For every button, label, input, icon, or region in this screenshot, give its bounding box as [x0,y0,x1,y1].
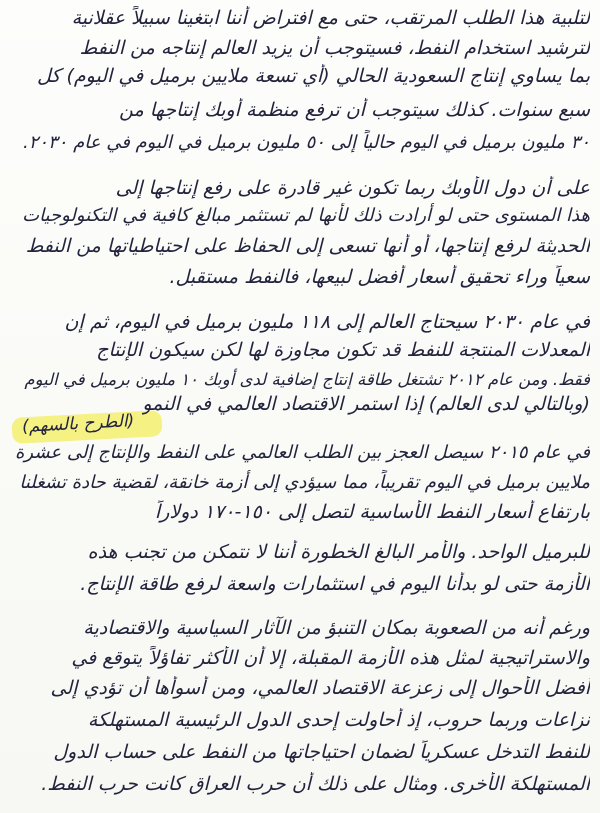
paragraph-4-line-4: للبرميل الواحد. والأمر البالغ الخطورة أننا لا نتمكن من تجنب هذه [87,541,590,563]
paragraph-1-line-5: ٣٠ مليون برميل في اليوم حالياً إلى ٥٠ مليون برميل في اليوم في عام ٢٠٣٠. [22,132,590,153]
paragraph-4-line-3: بارتفاع أسعار النفط الأساسية لتصل إلى ١٥٠-١٧٠ دولاراً [154,501,590,523]
paragraph-5-line-4: نزاعات وربما حروب، إذ أحاولت إحدى الدول الرئيسية المستهلكة [87,709,590,731]
paragraph-5-line-6: المستهلكة الأخرى. ومثال على ذلك أن حرب العراق كانت حرب النفط. [41,773,590,795]
paragraph-3-line-1: في عام ٢٠٣٠ سيحتاج العالم إلى ١١٨ مليون برميل في اليوم، ثم إن [64,311,590,333]
paragraph-3-line-4: (وبالتالي لدى العالم) إذا استمر الاقتصاد العالمي في النمو [142,393,590,415]
paragraph-5-line-3: أفضل الأحوال إلى زعزعة الاقتصاد العالمي، ومن أسوأها أن تؤدي إلى [50,677,590,699]
paragraph-4-line-1: في عام ٢٠١٥ سيصل العجز بين الطلب العالمي على النفط والإنتاج إلى عشرة [14,442,590,463]
highlighted-annotation: (الطرح بالسهم) [21,411,135,437]
paragraph-3-line-3: فقط. ومن عام ٢٠١٢ تشتغل طاقة إنتاج إضافية لدى أوبك ١٠ مليون برميل في اليوم [24,370,590,389]
paragraph-1-line-2: لترشيد استخدام النفط، فسيتوجب أن يزيد العالم إنتاجه من النفط [79,37,590,59]
paragraph-1-line-4: سبع سنوات. كذلك سيتوجب أن ترفع منظمة أوبك إنتاجها من [119,99,590,121]
paragraph-2-line-3: الحديثة لرفع إنتاجها، أو أنها تسعى إلى الحفاظ على احتياطياتها من النفط [25,235,590,257]
paragraph-4-line-5: الأزمة حتى لو بدأنا اليوم في استثمارات واسعة لرفع طاقة الإنتاج. [80,573,590,595]
paragraph-1-line-1: لتلبية هذا الطلب المرتقب، حتى مع افتراض أننا ابتغينا سبيلاً عقلانية [71,7,590,29]
paragraph-2-line-2: هذا المستوى حتى لو أرادت ذلك لأنها لم تستثمر مبالغ كافية في التكنولوجيات [22,205,590,226]
paragraph-5-line-2: والاستراتيجية لمثل هذه الأزمة المقبلة، إلا أن الأكثر تفاؤلاً يتوقع في [71,647,590,669]
paragraph-2-line-4: سعياً وراء تحقيق أسعار أفضل لبيعها، فالنفط مستقبل. [169,266,590,288]
paragraph-4-line-2: ملايين برميل في اليوم تقريباً، مما سيؤدي إلى أزمة خانقة، لقضية حادة تشغلنا [19,472,590,493]
paragraph-1-line-3: بما يساوي إنتاج السعودية الحالي (أي تسعة ملايين برميل في اليوم) كل [37,65,590,87]
paragraph-2-line-1: على أن دول الأوبك ربما تكون غير قادرة على رفع إنتاجها إلى [115,177,590,199]
paragraph-3-line-2: المعدلات المنتجة للنفط قد تكون مجاوزة لها لكن سيكون الإنتاج [96,339,590,361]
paragraph-5-line-5: للنفط التدخل عسكرياً لضمان احتياجاتها من النفط على حساب الدول [53,741,590,763]
paragraph-5-line-1: ورغم أنه من الصعوبة بمكان التنبؤ من الآثار السياسية والاقتصادية [83,617,590,639]
